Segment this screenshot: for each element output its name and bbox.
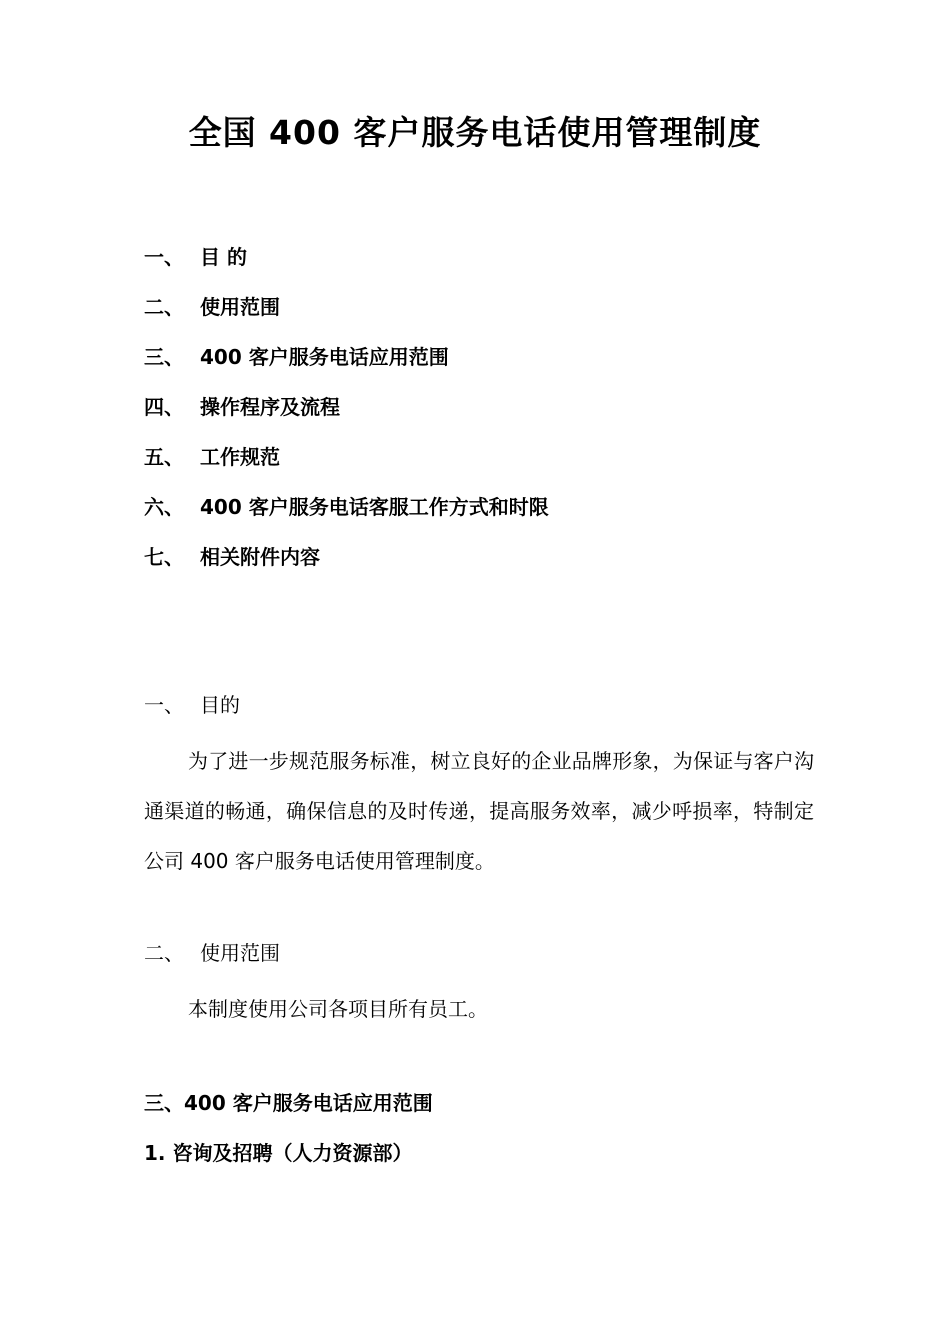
section-number: 一、: [144, 693, 184, 717]
section-heading: [144, 934, 814, 984]
table-of-contents: [144, 238, 549, 588]
toc-item-number: 六、: [144, 495, 184, 519]
toc-item: [144, 488, 549, 538]
toc-item-number: 三、: [144, 345, 184, 369]
section-paragraph: 本制度使用公司各项目所有员工。: [188, 997, 488, 1021]
section-title: 目的: [200, 693, 240, 717]
section-application-scope: [144, 1084, 814, 1184]
toc-item-label: 400 客户服务电话客服工作方式和时限: [200, 495, 549, 519]
section-paragraph: 为了进一步规范服务标准，树立良好的企业品牌形象，为保证与客户沟通渠道的畅通，确保信息的及时传递，提高服务效率，减少呼损率，特制定公司 400 客户服务电话使用管理制度。: [144, 749, 814, 873]
toc-item: [144, 438, 549, 488]
section-number: 二、: [144, 941, 184, 965]
toc-item-label: 400 客户服务电话应用范围: [200, 345, 449, 369]
toc-item-label: 使用范围: [200, 295, 280, 319]
toc-item: [144, 288, 549, 338]
toc-item-label: 工作规范: [200, 445, 280, 469]
toc-item: [144, 338, 549, 388]
toc-item: [144, 388, 549, 438]
subsection-heading: 1. 咨询及招聘（人力资源部）: [144, 1141, 413, 1165]
toc-item-number: 二、: [144, 295, 184, 319]
toc-item: [144, 538, 549, 588]
document-title: 全国 400 客户服务电话使用管理制度: [188, 113, 762, 152]
section-title: 使用范围: [200, 941, 280, 965]
toc-item-number: 五、: [144, 445, 184, 469]
section-heading: 三、400 客户服务电话应用范围: [144, 1091, 433, 1115]
toc-item-label: 相关附件内容: [200, 545, 320, 569]
toc-item-label: 目 的: [200, 245, 247, 269]
toc-item-number: 四、: [144, 395, 184, 419]
toc-item-number: 一、: [144, 245, 184, 269]
section-heading: [144, 686, 814, 736]
toc-item-label: 操作程序及流程: [200, 395, 340, 419]
toc-item-number: 七、: [144, 545, 184, 569]
toc-item: [144, 238, 549, 288]
section-purpose: [144, 686, 814, 886]
section-scope: [144, 934, 814, 1034]
